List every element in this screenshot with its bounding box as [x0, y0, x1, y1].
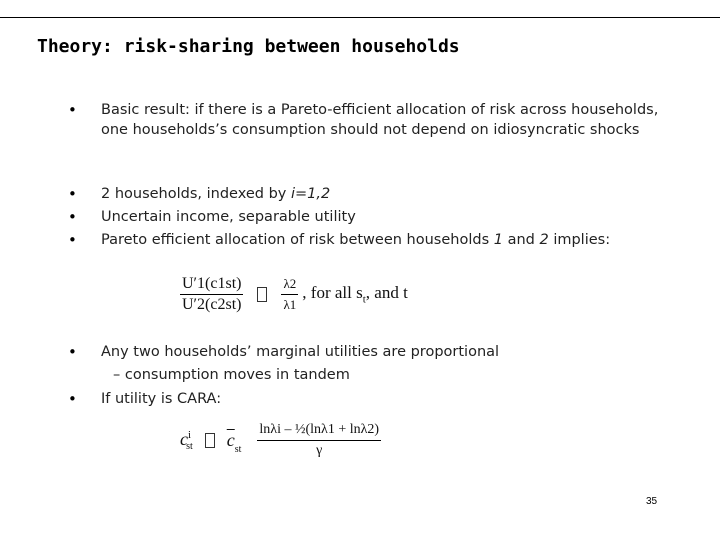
bullet-text: Pareto efficient allocation of risk between households: [101, 232, 494, 248]
eq2-mean-sub: st: [234, 444, 242, 456]
eq1-numerator: U′1(c1st): [180, 274, 243, 295]
bullet-italic: 2: [539, 232, 549, 248]
eq2-lhs-sup: i: [188, 428, 192, 441]
eq1-tail: [302, 283, 408, 306]
bullet-dot: •: [68, 390, 77, 408]
bullet-text: implies:: [548, 232, 611, 248]
eq1-tail-text: , for all s: [302, 283, 363, 303]
bullet-basic-result: Basic result: if there is a Pareto-efficient allocation of risk across households, one households’s consumption should not depend on idiosyncratic shocks: [101, 102, 659, 138]
eq2-denominator: γ: [316, 443, 323, 458]
eq1-rhs-denominator: λ1: [283, 297, 297, 312]
eq2-mean-var: $\overline{c}$: [226, 430, 235, 450]
eq1-rhs-fraction: [281, 274, 298, 315]
bullet-cara: If utility is CARA:: [101, 391, 222, 407]
bullet-dot: •: [68, 208, 77, 226]
bullet-dot: •: [68, 185, 77, 203]
eq2-lhs-sub: st: [186, 441, 193, 453]
sub-bullet-tandem: – consumption moves in tandem: [113, 367, 350, 383]
bullet-italic: i=1,2: [290, 186, 331, 202]
eq1-tail-sub: t: [362, 293, 366, 306]
eq2-mean: [227, 430, 235, 450]
eq2-numerator: lnλi – ½(lnλ1 + lnλ2): [257, 420, 381, 441]
eq2-fraction: [257, 420, 381, 461]
bullet-households: [101, 184, 661, 204]
eq2-lhs: [180, 428, 193, 453]
top-rule: [0, 17, 720, 18]
bullet-proportional: Any two households’ marginal utilities are proportional: [101, 344, 500, 360]
bullet-dot: •: [68, 101, 77, 119]
eq1-lhs-fraction: [180, 274, 243, 315]
bullet-dot: •: [68, 343, 77, 361]
missing-glyph-icon: [205, 433, 215, 448]
missing-glyph-icon: [257, 287, 267, 302]
eq1-tail-end: , and t: [365, 283, 408, 303]
equation-marginal-utility: [180, 274, 408, 315]
eq2-lhs-var: c: [180, 428, 188, 449]
bullet-text: 2 households, indexed by: [101, 186, 291, 202]
eq1-rhs-numerator: λ2: [281, 274, 298, 295]
bullet-uncertain-income: Uncertain income, separable utility: [101, 209, 356, 225]
bullet-italic: 1: [493, 232, 503, 248]
page-number: 35: [646, 496, 658, 507]
equation-cara-consumption: [180, 420, 381, 461]
eq1-denominator: U′2(c2st): [182, 296, 242, 313]
bullet-text: and: [502, 232, 540, 248]
bullet-pareto: [101, 230, 621, 250]
bullet-dot: •: [68, 231, 77, 249]
slide-title: Theory: risk-sharing between households: [37, 36, 460, 57]
